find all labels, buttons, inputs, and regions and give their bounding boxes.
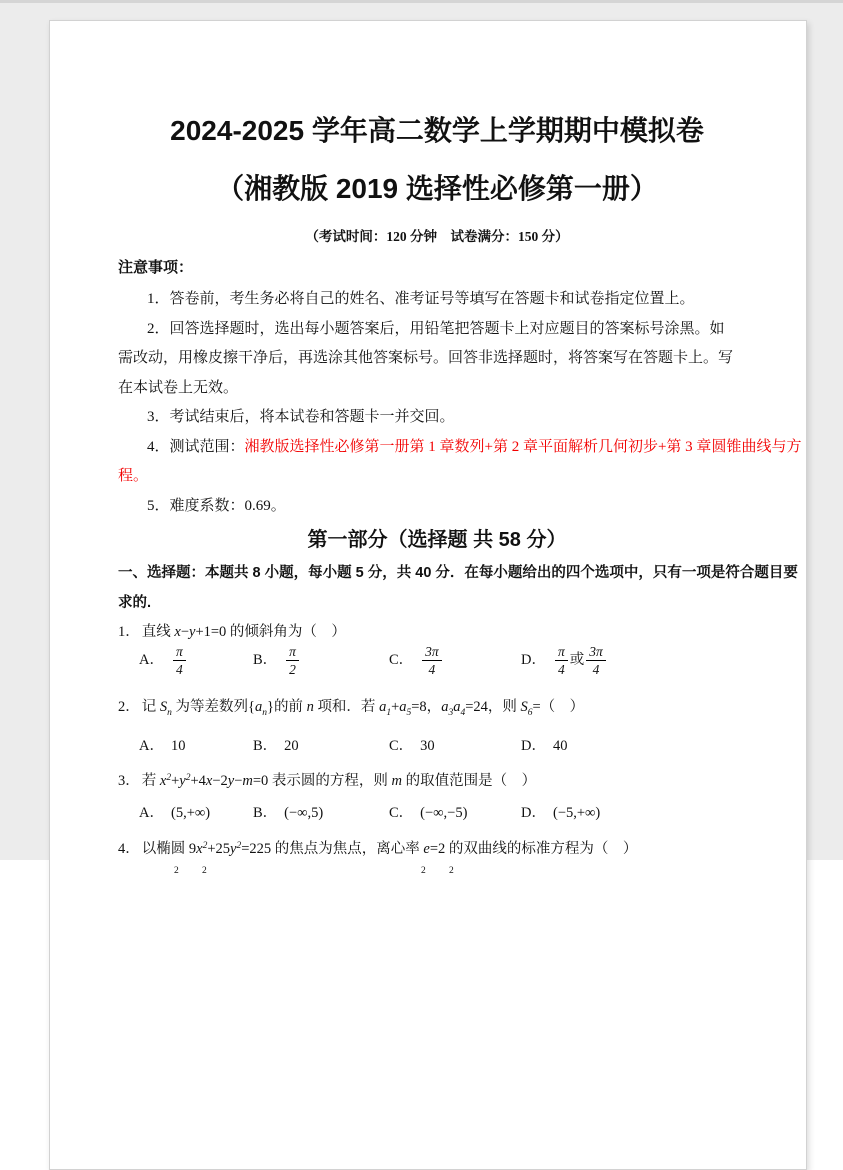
option-row: [139, 639, 770, 683]
fraction: $\frac{\pi}{4}$: [555, 644, 568, 677]
clipped-next-line-fragment: 2: [174, 866, 179, 876]
option-label: A．: [139, 646, 164, 676]
option-c: C． (−∞,−5): [389, 799, 521, 829]
option-row: [139, 799, 770, 829]
notice-text: 在本试卷上无效。: [118, 380, 238, 396]
option-label: D．: [521, 732, 546, 762]
question-number: 1．: [118, 624, 140, 640]
cutoff-next-line: [118, 864, 770, 880]
option-label: B．: [253, 799, 277, 829]
part-heading: 第一部分（选择题 共 58 分）: [104, 525, 770, 555]
option-label: C．: [389, 799, 413, 829]
notice-text: 3．考试结束后，将本试卷和答题卡一并交回。: [147, 409, 455, 425]
notice-text: 5．难度系数：0.69。: [147, 498, 286, 514]
question-2: [118, 693, 770, 762]
question-1: [118, 618, 770, 683]
test-scope-highlight: 程。: [118, 468, 148, 484]
question-number: 4．: [118, 841, 140, 857]
notice-line: [118, 462, 770, 492]
fraction: $\frac{\pi}{4}$: [173, 644, 186, 677]
exam-info: （考试时间：120 分钟 试卷满分：150 分）: [104, 228, 770, 246]
intro-line: 求的.: [118, 589, 770, 619]
fraction: $\frac{3\pi}{4}$: [422, 644, 442, 677]
option-b: B． (−∞,5): [253, 799, 389, 829]
section-intro: [118, 559, 770, 618]
notice-line: [118, 374, 770, 404]
notice-line: [118, 344, 770, 374]
notice-heading: 注意事项：: [118, 258, 770, 278]
option-d: D． $\frac{\pi}{4}$ 或 $\frac{3\pi}{4}$: [521, 644, 608, 677]
option-label: B．: [253, 732, 277, 762]
notice-text: 2．回答选择题时，选出每小题答案后，用铅笔把答题卡上对应题目的答案标号涂黑。如: [147, 321, 725, 337]
option-a: A． 10: [139, 732, 253, 762]
question-number: 3．: [118, 773, 140, 789]
clipped-next-line-fragment: 2: [449, 866, 454, 876]
option-label: A．: [139, 732, 164, 762]
question-number: 2．: [118, 699, 140, 715]
option-c: C． 30: [389, 732, 521, 762]
notice-line: [118, 403, 770, 433]
option-label: D．: [521, 646, 546, 676]
window-top-strip: [0, 0, 843, 3]
notice-line: [118, 433, 770, 463]
option-b: [253, 644, 389, 677]
option-label: C．: [389, 646, 413, 676]
question-stem: 1． 直线 x−y+1=0 的倾斜角为（ ）: [118, 618, 770, 648]
notice-text: 1．答卷前，考生务必将自己的姓名、准考证号等填写在答题卡和试卷指定位置上。: [147, 291, 695, 307]
question-stem: 2． 记 $S_n$ 为等差数列$\{a_n\}$的前 n 项和．若 $a_1+a_5=8$，$a_3a_4=24$，则 $S_6=$（ ）: [118, 693, 770, 729]
option-c: [389, 644, 521, 677]
option-label: C．: [389, 732, 413, 762]
notice-text: 需改动，用橡皮擦干净后，再选涂其他答案标号。回答非选择题时，将答案写在答题卡上。写: [118, 350, 733, 366]
option-a: [139, 644, 253, 677]
test-scope-highlight: 湘教版选择性必修第一册第 1 章数列+第 2 章平面解析几何初步+第 3 章圆锥曲线与方: [245, 439, 802, 455]
doc-title: 2024-2025 学年高二数学上学期期中模拟卷: [104, 113, 770, 149]
notice-section: [118, 285, 770, 521]
questions: [118, 618, 770, 864]
fraction: $\frac{\pi}{2}$: [286, 644, 299, 677]
notice-line: [118, 315, 770, 345]
document-page: [49, 20, 807, 1170]
option-row: [139, 732, 770, 762]
question-stem: 3． 若 $x^2+y^2+4x-2y-m=0$ 表示圆的方程，则 m 的取值范围是（ ）: [118, 764, 770, 797]
question-4: [118, 832, 770, 865]
option-label: A．: [139, 799, 164, 829]
clipped-next-line-fragment: 2: [202, 866, 207, 876]
option-label: B．: [253, 646, 277, 676]
option-b: B． 20: [253, 732, 389, 762]
intro-line: 一、选择题：本题共 8 小题，每小题 5 分，共 40 分．在每小题给出的四个选项中，只有一项是符合题目要: [118, 559, 770, 589]
notice-text: 4．测试范围：: [147, 439, 245, 455]
page-content: [50, 113, 806, 880]
option-d: D． 40: [521, 732, 567, 762]
option-label: D．: [521, 799, 546, 829]
doc-subtitle: （湘教版 2019 选择性必修第一册）: [104, 171, 770, 207]
option-d: D． (−5,+∞): [521, 799, 600, 829]
fraction: $\frac{3\pi}{4}$: [586, 644, 606, 677]
question-3: [118, 764, 770, 829]
notice-line: [118, 492, 770, 522]
question-stem: 4． 以椭圆 $9x^2+25y^2=225$ 的焦点为焦点，离心率 e=2 的双曲线的标准方程为（ ）: [118, 832, 770, 865]
clipped-next-line-fragment: 2: [421, 866, 426, 876]
notice-line: [118, 285, 770, 315]
option-a: A． (5,+∞): [139, 799, 253, 829]
